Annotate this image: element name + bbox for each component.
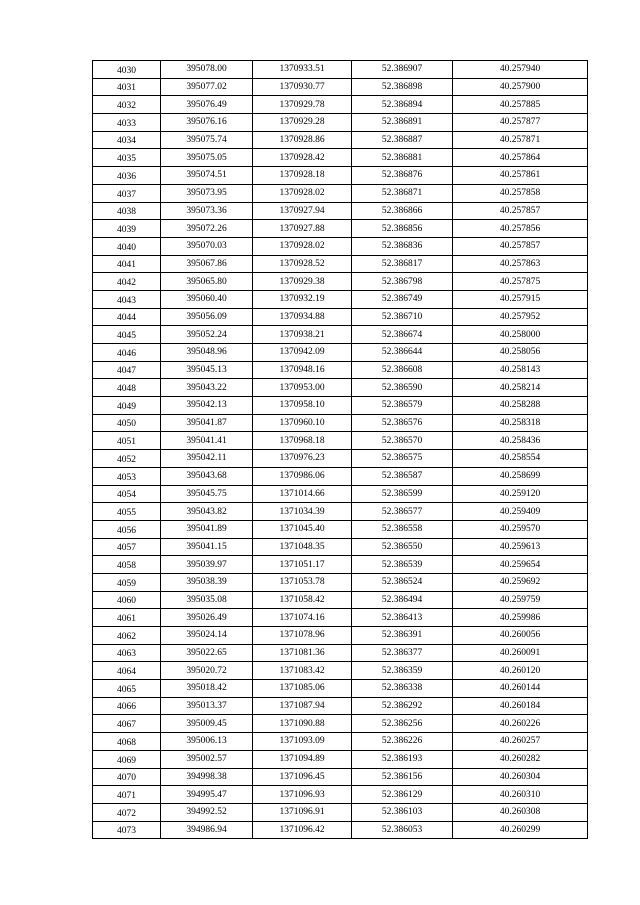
y-coordinate-cell: 1370932.19 xyxy=(253,290,352,308)
x-coordinate-cell: 395073.95 xyxy=(161,184,253,202)
x-coordinate-cell: 395077.02 xyxy=(161,78,253,96)
latitude-cell: 52.386710 xyxy=(352,308,453,326)
point-id-cell: 4033 xyxy=(93,114,161,132)
y-coordinate-cell: 1371093.09 xyxy=(253,733,352,751)
point-id-cell: 4043 xyxy=(93,290,161,308)
latitude-cell: 52.386876 xyxy=(352,167,453,185)
x-coordinate-cell: 395067.86 xyxy=(161,255,253,273)
x-coordinate-cell: 395041.89 xyxy=(161,520,253,538)
latitude-cell: 52.386053 xyxy=(352,821,453,839)
longitude-cell: 40.258699 xyxy=(453,467,588,485)
longitude-cell: 40.259613 xyxy=(453,538,588,556)
point-id-cell: 4056 xyxy=(93,520,161,538)
x-coordinate-cell: 395041.15 xyxy=(161,538,253,556)
point-id-cell: 4048 xyxy=(93,379,161,397)
table-row xyxy=(93,255,588,273)
point-id-cell: 4044 xyxy=(93,308,161,326)
table-row xyxy=(93,397,588,415)
longitude-cell: 40.259570 xyxy=(453,520,588,538)
table-row xyxy=(93,78,588,96)
y-coordinate-cell: 1371048.35 xyxy=(253,538,352,556)
table-row xyxy=(93,644,588,662)
table-row xyxy=(93,361,588,379)
table-row xyxy=(93,697,588,715)
x-coordinate-cell: 395020.72 xyxy=(161,662,253,680)
longitude-cell: 40.259692 xyxy=(453,573,588,591)
table-row xyxy=(93,573,588,591)
coordinates-table xyxy=(92,60,588,839)
x-coordinate-cell: 395026.49 xyxy=(161,609,253,627)
point-id-cell: 4041 xyxy=(93,255,161,273)
table-row xyxy=(93,167,588,185)
point-id-cell: 4032 xyxy=(93,96,161,114)
longitude-cell: 40.260120 xyxy=(453,662,588,680)
x-coordinate-cell: 395039.97 xyxy=(161,556,253,574)
table-row xyxy=(93,326,588,344)
table-row xyxy=(93,432,588,450)
table-row xyxy=(93,414,588,432)
point-id-cell: 4064 xyxy=(93,662,161,680)
table-row xyxy=(93,503,588,521)
longitude-cell: 40.259654 xyxy=(453,556,588,574)
y-coordinate-cell: 1371058.42 xyxy=(253,591,352,609)
longitude-cell: 40.257863 xyxy=(453,255,588,273)
y-coordinate-cell: 1371081.36 xyxy=(253,644,352,662)
y-coordinate-cell: 1370968.18 xyxy=(253,432,352,450)
longitude-cell: 40.258056 xyxy=(453,344,588,362)
y-coordinate-cell: 1370929.78 xyxy=(253,96,352,114)
point-id-cell: 4045 xyxy=(93,326,161,344)
latitude-cell: 52.386156 xyxy=(352,768,453,786)
x-coordinate-cell: 394992.52 xyxy=(161,803,253,821)
latitude-cell: 52.386674 xyxy=(352,326,453,344)
latitude-cell: 52.386891 xyxy=(352,114,453,132)
y-coordinate-cell: 1370942.09 xyxy=(253,344,352,362)
y-coordinate-cell: 1370927.88 xyxy=(253,220,352,238)
x-coordinate-cell: 395052.24 xyxy=(161,326,253,344)
latitude-cell: 52.386887 xyxy=(352,131,453,149)
longitude-cell: 40.260299 xyxy=(453,821,588,839)
table-row xyxy=(93,344,588,362)
x-coordinate-cell: 394998.38 xyxy=(161,768,253,786)
table-row xyxy=(93,662,588,680)
latitude-cell: 52.386590 xyxy=(352,379,453,397)
y-coordinate-cell: 1370927.94 xyxy=(253,202,352,220)
point-id-cell: 4031 xyxy=(93,78,161,96)
latitude-cell: 52.386413 xyxy=(352,609,453,627)
latitude-cell: 52.386856 xyxy=(352,220,453,238)
y-coordinate-cell: 1370928.02 xyxy=(253,237,352,255)
longitude-cell: 40.260304 xyxy=(453,768,588,786)
y-coordinate-cell: 1371053.78 xyxy=(253,573,352,591)
point-id-cell: 4072 xyxy=(93,803,161,821)
x-coordinate-cell: 395043.22 xyxy=(161,379,253,397)
latitude-cell: 52.386377 xyxy=(352,644,453,662)
x-coordinate-cell: 395006.13 xyxy=(161,733,253,751)
table-row xyxy=(93,450,588,468)
point-id-cell: 4066 xyxy=(93,697,161,715)
longitude-cell: 40.260257 xyxy=(453,733,588,751)
x-coordinate-cell: 395022.65 xyxy=(161,644,253,662)
point-id-cell: 4059 xyxy=(93,573,161,591)
table-row xyxy=(93,149,588,167)
longitude-cell: 40.257877 xyxy=(453,114,588,132)
x-coordinate-cell: 395072.26 xyxy=(161,220,253,238)
latitude-cell: 52.386798 xyxy=(352,273,453,291)
latitude-cell: 52.386749 xyxy=(352,290,453,308)
x-coordinate-cell: 395038.39 xyxy=(161,573,253,591)
table-row xyxy=(93,609,588,627)
longitude-cell: 40.258000 xyxy=(453,326,588,344)
point-id-cell: 4042 xyxy=(93,273,161,291)
x-coordinate-cell: 395076.16 xyxy=(161,114,253,132)
y-coordinate-cell: 1371096.45 xyxy=(253,768,352,786)
longitude-cell: 40.257857 xyxy=(453,237,588,255)
y-coordinate-cell: 1371078.96 xyxy=(253,627,352,645)
latitude-cell: 52.386558 xyxy=(352,520,453,538)
latitude-cell: 52.386608 xyxy=(352,361,453,379)
x-coordinate-cell: 395065.80 xyxy=(161,273,253,291)
x-coordinate-cell: 395013.37 xyxy=(161,697,253,715)
latitude-cell: 52.386129 xyxy=(352,786,453,804)
point-id-cell: 4052 xyxy=(93,450,161,468)
table-row xyxy=(93,520,588,538)
latitude-cell: 52.386907 xyxy=(352,61,453,79)
table-row xyxy=(93,750,588,768)
table-row xyxy=(93,821,588,839)
latitude-cell: 52.386292 xyxy=(352,697,453,715)
y-coordinate-cell: 1370930.77 xyxy=(253,78,352,96)
point-id-cell: 4071 xyxy=(93,786,161,804)
x-coordinate-cell: 395009.45 xyxy=(161,715,253,733)
longitude-cell: 40.258436 xyxy=(453,432,588,450)
x-coordinate-cell: 395074.51 xyxy=(161,167,253,185)
latitude-cell: 52.386894 xyxy=(352,96,453,114)
longitude-cell: 40.257871 xyxy=(453,131,588,149)
x-coordinate-cell: 395002.57 xyxy=(161,750,253,768)
longitude-cell: 40.260226 xyxy=(453,715,588,733)
point-id-cell: 4067 xyxy=(93,715,161,733)
latitude-cell: 52.386570 xyxy=(352,432,453,450)
y-coordinate-cell: 1370934.88 xyxy=(253,308,352,326)
latitude-cell: 52.386579 xyxy=(352,397,453,415)
point-id-cell: 4061 xyxy=(93,609,161,627)
longitude-cell: 40.257856 xyxy=(453,220,588,238)
y-coordinate-cell: 1370960.10 xyxy=(253,414,352,432)
x-coordinate-cell: 395070.03 xyxy=(161,237,253,255)
longitude-cell: 40.257861 xyxy=(453,167,588,185)
latitude-cell: 52.386359 xyxy=(352,662,453,680)
point-id-cell: 4049 xyxy=(93,397,161,415)
x-coordinate-cell: 395073.36 xyxy=(161,202,253,220)
table-row xyxy=(93,220,588,238)
longitude-cell: 40.260308 xyxy=(453,803,588,821)
table-row xyxy=(93,680,588,698)
latitude-cell: 52.386898 xyxy=(352,78,453,96)
x-coordinate-cell: 395043.82 xyxy=(161,503,253,521)
y-coordinate-cell: 1370928.02 xyxy=(253,184,352,202)
latitude-cell: 52.386193 xyxy=(352,750,453,768)
point-id-cell: 4068 xyxy=(93,733,161,751)
latitude-cell: 52.386599 xyxy=(352,485,453,503)
longitude-cell: 40.257940 xyxy=(453,61,588,79)
longitude-cell: 40.259759 xyxy=(453,591,588,609)
table-row xyxy=(93,556,588,574)
longitude-cell: 40.257864 xyxy=(453,149,588,167)
point-id-cell: 4050 xyxy=(93,414,161,432)
table-row xyxy=(93,131,588,149)
longitude-cell: 40.259120 xyxy=(453,485,588,503)
table-row xyxy=(93,61,588,79)
point-id-cell: 4057 xyxy=(93,538,161,556)
latitude-cell: 52.386836 xyxy=(352,237,453,255)
y-coordinate-cell: 1371094.89 xyxy=(253,750,352,768)
latitude-cell: 52.386881 xyxy=(352,149,453,167)
point-id-cell: 4058 xyxy=(93,556,161,574)
y-coordinate-cell: 1370929.38 xyxy=(253,273,352,291)
x-coordinate-cell: 395075.05 xyxy=(161,149,253,167)
latitude-cell: 52.386587 xyxy=(352,467,453,485)
table-row xyxy=(93,96,588,114)
point-id-cell: 4065 xyxy=(93,680,161,698)
table-row xyxy=(93,237,588,255)
longitude-cell: 40.260056 xyxy=(453,627,588,645)
y-coordinate-cell: 1371096.93 xyxy=(253,786,352,804)
point-id-cell: 4034 xyxy=(93,131,161,149)
x-coordinate-cell: 394986.94 xyxy=(161,821,253,839)
x-coordinate-cell: 395048.96 xyxy=(161,344,253,362)
y-coordinate-cell: 1371085.06 xyxy=(253,680,352,698)
x-coordinate-cell: 395076.49 xyxy=(161,96,253,114)
point-id-cell: 4030 xyxy=(93,61,161,79)
y-coordinate-cell: 1370928.52 xyxy=(253,255,352,273)
table-row xyxy=(93,803,588,821)
longitude-cell: 40.260282 xyxy=(453,750,588,768)
longitude-cell: 40.258318 xyxy=(453,414,588,432)
point-id-cell: 4060 xyxy=(93,591,161,609)
y-coordinate-cell: 1370929.28 xyxy=(253,114,352,132)
point-id-cell: 4069 xyxy=(93,750,161,768)
longitude-cell: 40.257885 xyxy=(453,96,588,114)
table-row xyxy=(93,467,588,485)
longitude-cell: 40.257952 xyxy=(453,308,588,326)
longitude-cell: 40.258143 xyxy=(453,361,588,379)
y-coordinate-cell: 1370958.10 xyxy=(253,397,352,415)
x-coordinate-cell: 395056.09 xyxy=(161,308,253,326)
point-id-cell: 4063 xyxy=(93,644,161,662)
latitude-cell: 52.386226 xyxy=(352,733,453,751)
longitude-cell: 40.257875 xyxy=(453,273,588,291)
longitude-cell: 40.260091 xyxy=(453,644,588,662)
y-coordinate-cell: 1370928.18 xyxy=(253,167,352,185)
table-row xyxy=(93,202,588,220)
x-coordinate-cell: 395078.00 xyxy=(161,61,253,79)
x-coordinate-cell: 395041.41 xyxy=(161,432,253,450)
point-id-cell: 4039 xyxy=(93,220,161,238)
latitude-cell: 52.386866 xyxy=(352,202,453,220)
x-coordinate-cell: 395060.40 xyxy=(161,290,253,308)
y-coordinate-cell: 1371051.17 xyxy=(253,556,352,574)
y-coordinate-cell: 1371045.40 xyxy=(253,520,352,538)
latitude-cell: 52.386256 xyxy=(352,715,453,733)
longitude-cell: 40.258214 xyxy=(453,379,588,397)
longitude-cell: 40.260184 xyxy=(453,697,588,715)
point-id-cell: 4037 xyxy=(93,184,161,202)
point-id-cell: 4051 xyxy=(93,432,161,450)
point-id-cell: 4038 xyxy=(93,202,161,220)
y-coordinate-cell: 1371014.66 xyxy=(253,485,352,503)
table-row xyxy=(93,627,588,645)
y-coordinate-cell: 1370953.00 xyxy=(253,379,352,397)
x-coordinate-cell: 395024.14 xyxy=(161,627,253,645)
point-id-cell: 4047 xyxy=(93,361,161,379)
table-row xyxy=(93,485,588,503)
latitude-cell: 52.386577 xyxy=(352,503,453,521)
longitude-cell: 40.257915 xyxy=(453,290,588,308)
latitude-cell: 52.386644 xyxy=(352,344,453,362)
table-row xyxy=(93,786,588,804)
longitude-cell: 40.257858 xyxy=(453,184,588,202)
table-row xyxy=(93,184,588,202)
point-id-cell: 4070 xyxy=(93,768,161,786)
x-coordinate-cell: 395045.13 xyxy=(161,361,253,379)
y-coordinate-cell: 1370948.16 xyxy=(253,361,352,379)
point-id-cell: 4053 xyxy=(93,467,161,485)
y-coordinate-cell: 1371087.94 xyxy=(253,697,352,715)
table-row xyxy=(93,273,588,291)
y-coordinate-cell: 1370928.86 xyxy=(253,131,352,149)
latitude-cell: 52.386576 xyxy=(352,414,453,432)
x-coordinate-cell: 395042.11 xyxy=(161,450,253,468)
latitude-cell: 52.386550 xyxy=(352,538,453,556)
point-id-cell: 4062 xyxy=(93,627,161,645)
y-coordinate-cell: 1371074.16 xyxy=(253,609,352,627)
y-coordinate-cell: 1371083.42 xyxy=(253,662,352,680)
point-id-cell: 4054 xyxy=(93,485,161,503)
point-id-cell: 4035 xyxy=(93,149,161,167)
table-row xyxy=(93,290,588,308)
table-row xyxy=(93,768,588,786)
longitude-cell: 40.258288 xyxy=(453,397,588,415)
point-id-cell: 4040 xyxy=(93,237,161,255)
point-id-cell: 4046 xyxy=(93,344,161,362)
x-coordinate-cell: 395075.74 xyxy=(161,131,253,149)
latitude-cell: 52.386338 xyxy=(352,680,453,698)
x-coordinate-cell: 395018.42 xyxy=(161,680,253,698)
table-row xyxy=(93,591,588,609)
latitude-cell: 52.386575 xyxy=(352,450,453,468)
latitude-cell: 52.386524 xyxy=(352,573,453,591)
table-row xyxy=(93,715,588,733)
y-coordinate-cell: 1370976.23 xyxy=(253,450,352,468)
latitude-cell: 52.386539 xyxy=(352,556,453,574)
coordinates-table-body xyxy=(93,61,588,839)
longitude-cell: 40.257857 xyxy=(453,202,588,220)
table-row xyxy=(93,538,588,556)
longitude-cell: 40.259409 xyxy=(453,503,588,521)
table-row xyxy=(93,308,588,326)
latitude-cell: 52.386103 xyxy=(352,803,453,821)
latitude-cell: 52.386817 xyxy=(352,255,453,273)
x-coordinate-cell: 395041.87 xyxy=(161,414,253,432)
longitude-cell: 40.258554 xyxy=(453,450,588,468)
x-coordinate-cell: 395035.08 xyxy=(161,591,253,609)
point-id-cell: 4036 xyxy=(93,167,161,185)
latitude-cell: 52.386871 xyxy=(352,184,453,202)
y-coordinate-cell: 1371096.91 xyxy=(253,803,352,821)
y-coordinate-cell: 1370986.06 xyxy=(253,467,352,485)
y-coordinate-cell: 1370938.21 xyxy=(253,326,352,344)
y-coordinate-cell: 1371090.88 xyxy=(253,715,352,733)
x-coordinate-cell: 394995.47 xyxy=(161,786,253,804)
table-row xyxy=(93,733,588,751)
x-coordinate-cell: 395045.75 xyxy=(161,485,253,503)
y-coordinate-cell: 1370928.42 xyxy=(253,149,352,167)
x-coordinate-cell: 395042.13 xyxy=(161,397,253,415)
longitude-cell: 40.260144 xyxy=(453,680,588,698)
x-coordinate-cell: 395043.68 xyxy=(161,467,253,485)
table-row xyxy=(93,114,588,132)
longitude-cell: 40.260310 xyxy=(453,786,588,804)
y-coordinate-cell: 1371096.42 xyxy=(253,821,352,839)
latitude-cell: 52.386494 xyxy=(352,591,453,609)
longitude-cell: 40.257900 xyxy=(453,78,588,96)
point-id-cell: 4055 xyxy=(93,503,161,521)
y-coordinate-cell: 1370933.51 xyxy=(253,61,352,79)
table-row xyxy=(93,379,588,397)
longitude-cell: 40.259986 xyxy=(453,609,588,627)
point-id-cell: 4073 xyxy=(93,821,161,839)
latitude-cell: 52.386391 xyxy=(352,627,453,645)
y-coordinate-cell: 1371034.39 xyxy=(253,503,352,521)
